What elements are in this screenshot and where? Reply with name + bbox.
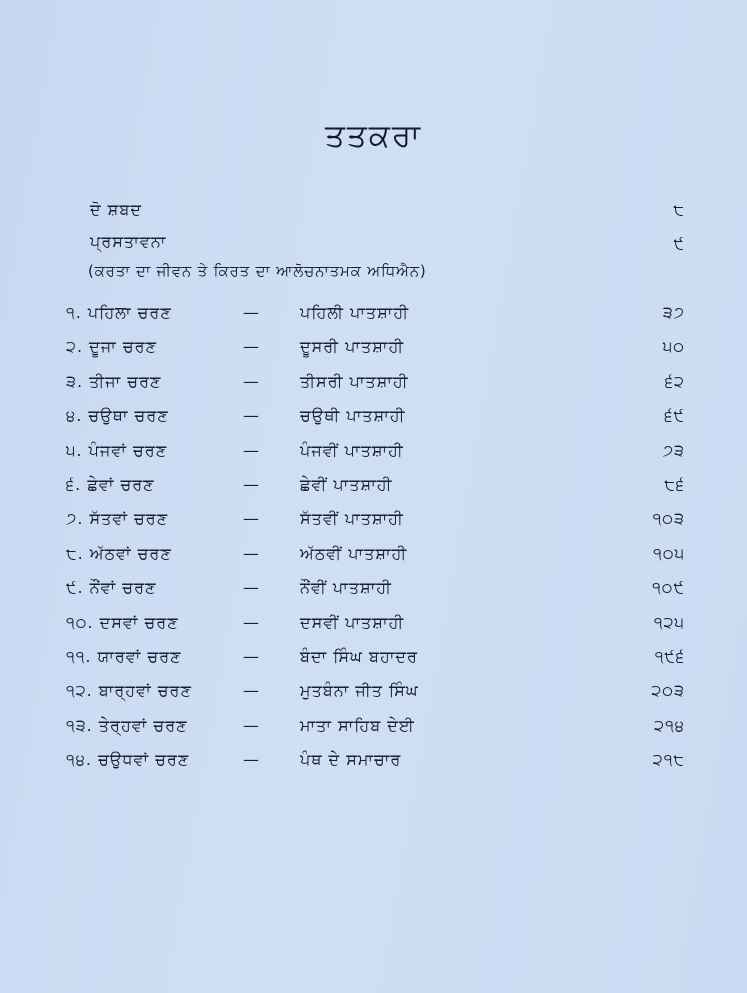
- guru-label: ਸੱਤਵੀਂ ਪਾਤਸ਼ਾਹੀ: [300, 509, 404, 529]
- dash-separator: —: [243, 371, 260, 391]
- page-number: ੭੩: [662, 440, 685, 460]
- page-number: ੧੦੯: [652, 578, 685, 598]
- guru-label: ਮੁਤਬੰਨਾ ਜੀਤ ਸਿੰਘ: [300, 681, 419, 701]
- guru-label: ਮਾਤਾ ਸਾਹਿਬ ਦੇਈ: [300, 715, 415, 735]
- page-number: ੮੬: [664, 474, 685, 494]
- introduction-note: (ਕਰਤਾ ਦਾ ਜੀਵਨ ਤੇ ਕਿਰਤ ਦਾ ਆਲੋਚਨਾਤਮਕ ਅਧਿਐਨ): [88, 262, 427, 280]
- chapter-label: ੭. ਸੱਤਵਾਂ ਚਰਣ: [66, 509, 169, 529]
- guru-label: ਦਸਵੀਂ ਪਾਤਸ਼ਾਹੀ: [300, 612, 405, 632]
- dash-separator: —: [243, 474, 260, 494]
- guru-label: ਪੰਥ ਦੇ ਸਮਾਚਾਰ: [300, 750, 402, 770]
- guru-label: ਅੱਠਵੀਂ ਪਾਤਸ਼ਾਹੀ: [300, 543, 408, 563]
- toc-row: [0, 578, 747, 612]
- dash-separator: —: [243, 612, 260, 632]
- chapter-label: ੧੩. ਤੇਰ੍ਹਵਾਂ ਚਰਣ: [66, 715, 188, 735]
- page-number: ੫੦: [662, 337, 685, 357]
- dash-separator: —: [243, 406, 260, 426]
- guru-label: ਪੰਜਵੀਂ ਪਾਤਸ਼ਾਹੀ: [300, 440, 404, 460]
- front-matter-label: ਦੋ ਸ਼ਬਦ: [90, 200, 142, 219]
- toc-row: [0, 647, 747, 681]
- toc-row: [0, 337, 747, 371]
- chapter-label: ੧੨. ਬਾਰ੍ਹਵਾਂ ਚਰਣ: [66, 681, 192, 701]
- dash-separator: —: [243, 509, 260, 529]
- dash-separator: —: [243, 750, 260, 770]
- page-number: ੬੯: [664, 406, 685, 426]
- page-number: ੨੧੮: [652, 750, 685, 770]
- chapter-label: ੬. ਛੇਵਾਂ ਚਰਣ: [66, 474, 155, 494]
- toc-row: [0, 509, 747, 543]
- page-number: ੧੦੫: [653, 543, 685, 563]
- front-matter-label: ਪ੍ਰਸਤਾਵਨਾ: [90, 232, 167, 251]
- dash-separator: —: [243, 578, 260, 598]
- toc-row: [0, 475, 747, 509]
- chapter-label: ੩. ਤੀਜਾ ਚਰਣ: [66, 371, 162, 391]
- chapter-label: ੧੧. ਯਾਰਵਾਂ ਚਰਣ: [66, 646, 182, 666]
- guru-label: ਪਹਿਲੀ ਪਾਤਸ਼ਾਹੀ: [300, 303, 410, 322]
- dash-separator: —: [243, 337, 260, 357]
- chapter-label: ੧੦. ਦਸਵਾਂ ਚਰਣ: [66, 612, 179, 632]
- dash-separator: —: [243, 303, 260, 322]
- toc-row: [0, 544, 747, 578]
- guru-label: ਛੇਵੀਂ ਪਾਤਸ਼ਾਹੀ: [300, 474, 393, 494]
- chapter-label: ੨. ਦੂਜਾ ਚਰਣ: [66, 337, 157, 357]
- page-number: ੧੦੩: [652, 509, 685, 529]
- toc-row: [0, 613, 747, 647]
- chapter-label: ੧. ਪਹਿਲਾ ਚਰਣ: [66, 303, 172, 322]
- chapter-label: ੪. ਚਉਥਾ ਚਰਣ: [66, 406, 169, 426]
- dash-separator: —: [243, 440, 260, 460]
- page-number: ੩੭: [662, 303, 685, 322]
- chapter-label: ੯. ਨੌਂਵਾਂ ਚਰਣ: [66, 578, 157, 598]
- dash-separator: —: [243, 681, 260, 701]
- toc-row: [0, 372, 747, 406]
- toc-row: [0, 681, 747, 715]
- page-number: ੧੨੫: [653, 612, 685, 632]
- chapter-label: ੮. ਅੱਠਵਾਂ ਚਰਣ: [66, 543, 172, 563]
- chapter-label: ੫. ਪੰਜਵਾਂ ਚਰਣ: [66, 440, 168, 460]
- dash-separator: —: [243, 646, 260, 666]
- dash-separator: —: [243, 543, 260, 563]
- toc-row: [0, 750, 747, 784]
- front-matter-page: ੮: [673, 200, 685, 219]
- toc-row: [0, 406, 747, 440]
- guru-label: ਤੀਸਰੀ ਪਾਤਸ਼ਾਹੀ: [300, 371, 409, 391]
- table-of-contents: [0, 303, 747, 784]
- page-number: ੧੯੬: [654, 646, 685, 666]
- dash-separator: —: [243, 715, 260, 735]
- toc-row: [0, 716, 747, 750]
- toc-row: [0, 303, 747, 337]
- page-title: ਤਤਕਰਾ: [325, 118, 422, 154]
- guru-label: ਦੂਸਰੀ ਪਾਤਸ਼ਾਹੀ: [300, 337, 405, 357]
- page-number: ੨੧੪: [654, 715, 685, 735]
- guru-label: ਚਉਥੀ ਪਾਤਸ਼ਾਹੀ: [300, 406, 406, 426]
- chapter-label: ੧੪. ਚਉਧਵਾਂ ਚਰਣ: [66, 750, 190, 770]
- guru-label: ਨੌਂਵੀਂ ਪਾਤਸ਼ਾਹੀ: [300, 578, 392, 598]
- front-matter-page: ੯: [673, 234, 685, 253]
- page-number: ੬੨: [664, 371, 685, 391]
- toc-row: [0, 441, 747, 475]
- page-number: ੨੦੩: [651, 681, 685, 701]
- guru-label: ਬੰਦਾ ਸਿੰਘ ਬਹਾਦਰ: [300, 646, 418, 666]
